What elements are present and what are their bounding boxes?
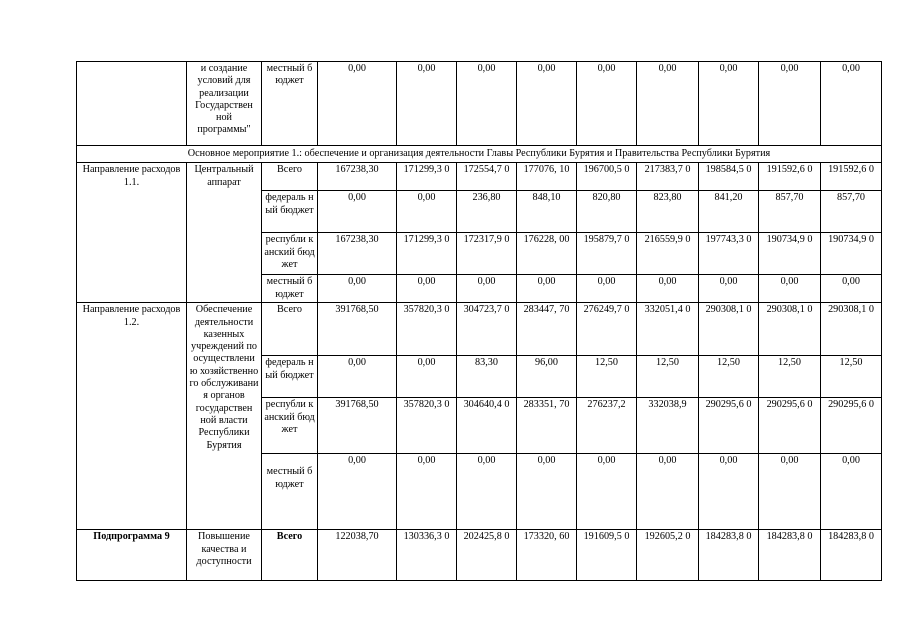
- value-cell: 191592,6 0: [821, 163, 882, 191]
- value-cell: 0,00: [397, 356, 457, 398]
- value-cell: 823,80: [637, 191, 699, 233]
- value-cell: 391768,50: [318, 303, 397, 356]
- value-cell: 0,00: [821, 62, 882, 146]
- value-cell: 0,00: [759, 275, 821, 303]
- value-cell: 0,00: [699, 454, 759, 530]
- value-cell: 290308,1 0: [699, 303, 759, 356]
- value-cell: 0,00: [637, 62, 699, 146]
- value-cell: 171299,3 0: [397, 233, 457, 275]
- value-cell: 0,00: [821, 454, 882, 530]
- value-cell: 0,00: [517, 275, 577, 303]
- value-cell: 290295,6 0: [821, 398, 882, 454]
- value-cell: 177076, 10: [517, 163, 577, 191]
- value-cell: 202425,8 0: [457, 530, 517, 581]
- source-cell: республи канский бюджет: [262, 398, 318, 454]
- value-cell: 171299,3 0: [397, 163, 457, 191]
- value-cell: 0,00: [318, 356, 397, 398]
- table-row: [77, 163, 882, 191]
- value-cell: 184283,8 0: [759, 530, 821, 581]
- source-cell: республи канский бюджет: [262, 233, 318, 275]
- direction-cell: [77, 62, 187, 146]
- value-cell: 332051,4 0: [637, 303, 699, 356]
- table-row: [77, 303, 882, 356]
- value-cell: 83,30: [457, 356, 517, 398]
- source-cell: Всего: [262, 163, 318, 191]
- value-cell: 236,80: [457, 191, 517, 233]
- value-cell: 290295,6 0: [699, 398, 759, 454]
- value-cell: 198584,5 0: [699, 163, 759, 191]
- value-cell: 196700,5 0: [577, 163, 637, 191]
- value-cell: 12,50: [699, 356, 759, 398]
- source-cell: местный бюджет: [262, 275, 318, 303]
- value-cell: 857,70: [759, 191, 821, 233]
- source-cell: федераль ный бюджет: [262, 356, 318, 398]
- value-cell: 391768,50: [318, 398, 397, 454]
- direction-cell: Подпрограмма 9: [77, 530, 187, 581]
- value-cell: 0,00: [457, 275, 517, 303]
- value-cell: 176228, 00: [517, 233, 577, 275]
- value-cell: 0,00: [318, 191, 397, 233]
- value-cell: 0,00: [318, 275, 397, 303]
- value-cell: 0,00: [517, 454, 577, 530]
- budget-table: [76, 61, 882, 581]
- value-cell: 0,00: [577, 275, 637, 303]
- value-cell: 130336,3 0: [397, 530, 457, 581]
- value-cell: 167238,30: [318, 163, 397, 191]
- value-cell: 304640,4 0: [457, 398, 517, 454]
- value-cell: 0,00: [759, 454, 821, 530]
- value-cell: 0,00: [637, 454, 699, 530]
- value-cell: 0,00: [759, 62, 821, 146]
- table-row: [77, 62, 882, 146]
- direction-cell: Направление расходов 1.1.: [77, 163, 187, 303]
- value-cell: 0,00: [637, 275, 699, 303]
- value-cell: 0,00: [699, 275, 759, 303]
- section-header: Основное мероприятие 1.: обеспечение и организация деятельности Главы Республики Бурятия и Правительства Республики Бурятия: [77, 146, 882, 163]
- value-cell: 184283,8 0: [821, 530, 882, 581]
- value-cell: 0,00: [577, 454, 637, 530]
- value-cell: 172554,7 0: [457, 163, 517, 191]
- value-cell: 173320, 60: [517, 530, 577, 581]
- table-row: [77, 530, 882, 581]
- description-cell: и создание условий для реализации Государствен ной программы": [187, 62, 262, 146]
- description-cell: Центральный аппарат: [187, 163, 262, 303]
- value-cell: 172317,9 0: [457, 233, 517, 275]
- value-cell: 191609,5 0: [577, 530, 637, 581]
- value-cell: 0,00: [397, 275, 457, 303]
- value-cell: 0,00: [318, 62, 397, 146]
- value-cell: 290308,1 0: [759, 303, 821, 356]
- value-cell: 184283,8 0: [699, 530, 759, 581]
- source-cell: местный бюджет: [262, 62, 318, 146]
- value-cell: 290295,6 0: [759, 398, 821, 454]
- value-cell: 276249,7 0: [577, 303, 637, 356]
- value-cell: 841,20: [699, 191, 759, 233]
- value-cell: 191592,6 0: [759, 163, 821, 191]
- value-cell: 290308,1 0: [821, 303, 882, 356]
- value-cell: 217383,7 0: [637, 163, 699, 191]
- value-cell: 0,00: [699, 62, 759, 146]
- value-cell: 190734,9 0: [821, 233, 882, 275]
- value-cell: 12,50: [821, 356, 882, 398]
- value-cell: 216559,9 0: [637, 233, 699, 275]
- value-cell: 0,00: [577, 62, 637, 146]
- value-cell: 283351, 70: [517, 398, 577, 454]
- value-cell: 192605,2 0: [637, 530, 699, 581]
- table-row: [77, 146, 882, 163]
- value-cell: 283447, 70: [517, 303, 577, 356]
- value-cell: 0,00: [397, 191, 457, 233]
- value-cell: 820,80: [577, 191, 637, 233]
- value-cell: 12,50: [637, 356, 699, 398]
- value-cell: 122038,70: [318, 530, 397, 581]
- source-cell: Всего: [262, 530, 318, 581]
- direction-cell: Направление расходов 1.2.: [77, 303, 187, 530]
- value-cell: 0,00: [457, 454, 517, 530]
- value-cell: 190734,9 0: [759, 233, 821, 275]
- source-cell: федераль ный бюджет: [262, 191, 318, 233]
- value-cell: 12,50: [577, 356, 637, 398]
- value-cell: 332038,9: [637, 398, 699, 454]
- value-cell: 0,00: [318, 454, 397, 530]
- value-cell: 0,00: [821, 275, 882, 303]
- description-cell: Повышение качества и доступности: [187, 530, 262, 581]
- value-cell: 276237,2: [577, 398, 637, 454]
- source-cell: местный бюджет: [262, 454, 318, 530]
- value-cell: 357820,3 0: [397, 398, 457, 454]
- value-cell: 848,10: [517, 191, 577, 233]
- value-cell: 96,00: [517, 356, 577, 398]
- value-cell: 167238,30: [318, 233, 397, 275]
- value-cell: 0,00: [457, 62, 517, 146]
- value-cell: 357820,3 0: [397, 303, 457, 356]
- value-cell: 197743,3 0: [699, 233, 759, 275]
- value-cell: 0,00: [397, 62, 457, 146]
- value-cell: 0,00: [517, 62, 577, 146]
- source-cell: Всего: [262, 303, 318, 356]
- value-cell: 195879,7 0: [577, 233, 637, 275]
- value-cell: 0,00: [397, 454, 457, 530]
- value-cell: 857,70: [821, 191, 882, 233]
- description-cell: Обеспечение деятельности казенных учреждений по осуществлени ю хозяйственно го обслуживани я органов государствен ной власти Республики Бурятия: [187, 303, 262, 530]
- value-cell: 304723,7 0: [457, 303, 517, 356]
- value-cell: 12,50: [759, 356, 821, 398]
